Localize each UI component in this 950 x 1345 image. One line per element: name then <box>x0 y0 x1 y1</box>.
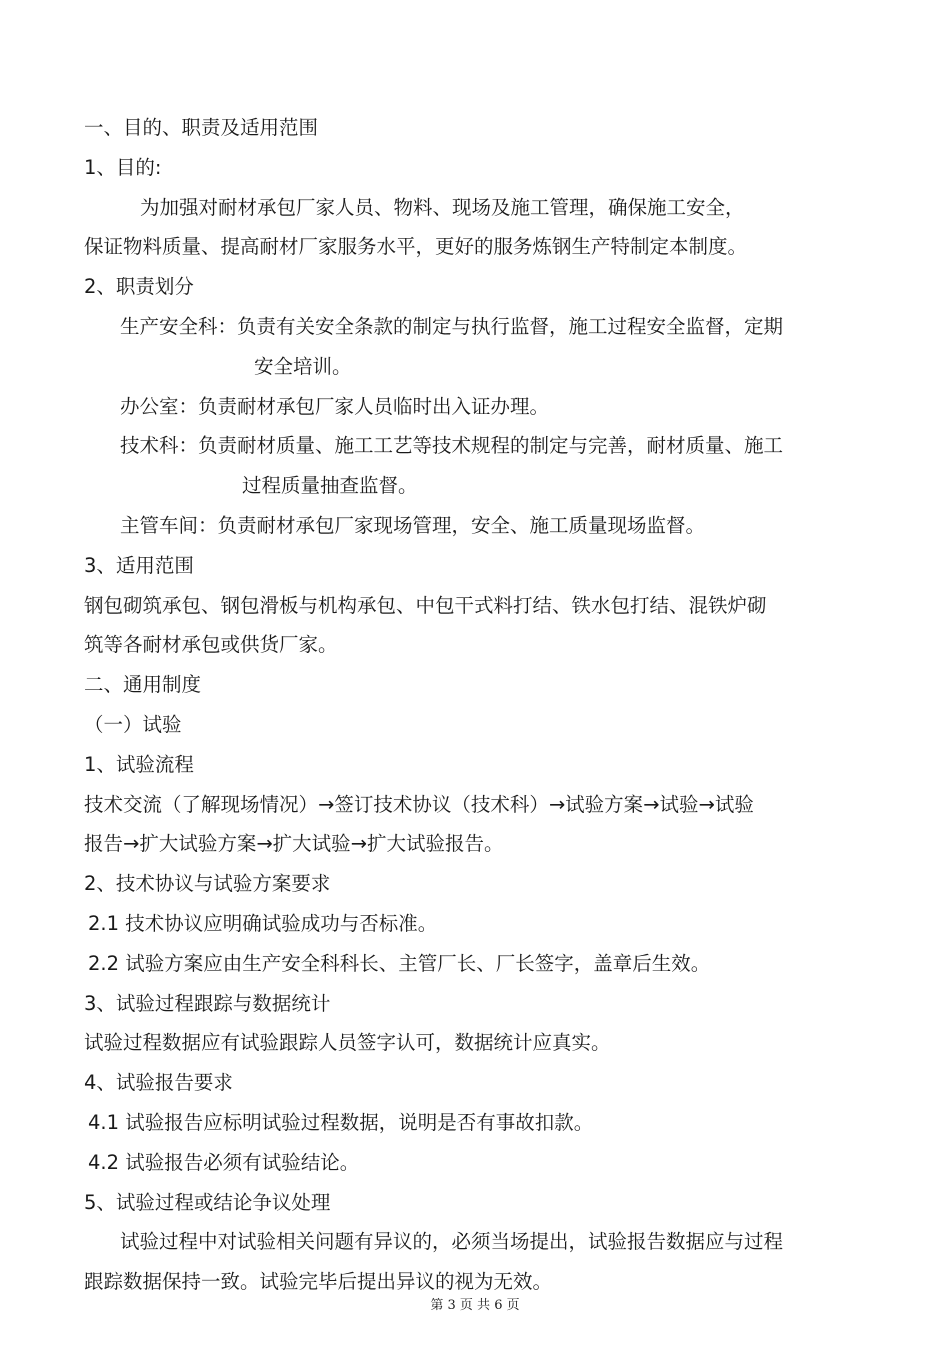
section-heading: 一、目的、职责及适用范围 <box>84 116 319 139</box>
paragraph-line: 筑等各耐材承包或供货厂家。 <box>84 633 338 657</box>
paragraph-line: 试验过程中对试验相关问题有异议的，必须当场提出，试验报告数据应与过程 <box>120 1230 784 1254</box>
clause-line: 4.2 试验报告必须有试验结论。 <box>88 1150 360 1174</box>
subsection-heading: （一）试验 <box>84 712 182 736</box>
paragraph-line: 保证物料质量、提高耐材厂家服务水平，更好的服务炼钢生产特制定本制度。 <box>84 235 748 259</box>
paragraph-line: 跟踪数据保持一致。试验完毕后提出异议的视为无效。 <box>84 1270 553 1294</box>
paragraph-line: 报告→扩大试验方案→扩大试验→扩大试验报告。 <box>84 832 504 856</box>
subsection-heading: 3、试验过程跟踪与数据统计 <box>84 991 331 1015</box>
clause-line: 2.2 试验方案应由生产安全科科长、主管厂长、厂长签字，盖章后生效。 <box>88 951 711 975</box>
clause-line: 4.1 试验报告应标明试验过程数据，说明是否有事故扣款。 <box>88 1110 594 1134</box>
subsection-heading: 3、适用范围 <box>84 553 194 577</box>
paragraph-line: 技术交流（了解现场情况）→签订技术协议（技术科）→试验方案→试验→试验 <box>84 792 754 816</box>
duty-item: 技术科：负责耐材质量、施工工艺等技术规程的制定与完善，耐材质量、施工 <box>120 434 784 458</box>
paragraph-line: 为加强对耐材承包厂家人员、物料、现场及施工管理，确保施工安全， <box>140 195 745 219</box>
subsection-heading: 5、试验过程或结论争议处理 <box>84 1190 331 1214</box>
paragraph-line: 钢包砌筑承包、钢包滑板与机构承包、中包干式料打结、铁水包打结、混铁炉砌 <box>84 593 767 617</box>
duty-item-continuation: 过程质量抽查监督。 <box>242 474 418 498</box>
subsection-heading: 2、技术协议与试验方案要求 <box>84 872 331 896</box>
subsection-heading: 1、试验流程 <box>84 752 194 776</box>
paragraph-line: 试验过程数据应有试验跟踪人员签字认可，数据统计应真实。 <box>84 1031 611 1055</box>
clause-line: 2.1 技术协议应明确试验成功与否标准。 <box>88 911 438 935</box>
duty-item-continuation: 安全培训。 <box>254 354 352 378</box>
duty-item: 生产安全科：负责有关安全条款的制定与执行监督，施工过程安全监督，定期 <box>120 314 784 338</box>
duty-item: 办公室：负责耐材承包厂家人员临时出入证办理。 <box>120 394 550 418</box>
subsection-heading: 1、目的: <box>84 155 162 179</box>
section-heading: 二、通用制度 <box>84 673 202 697</box>
subsection-heading: 2、职责划分 <box>84 275 194 299</box>
page-number-footer: 第 3 页 共 6 页 <box>430 1298 520 1313</box>
document-body <box>84 108 844 1302</box>
subsection-heading: 4、试验报告要求 <box>84 1071 233 1095</box>
duty-item: 主管车间：负责耐材承包厂家现场管理，安全、施工质量现场监督。 <box>120 513 706 537</box>
